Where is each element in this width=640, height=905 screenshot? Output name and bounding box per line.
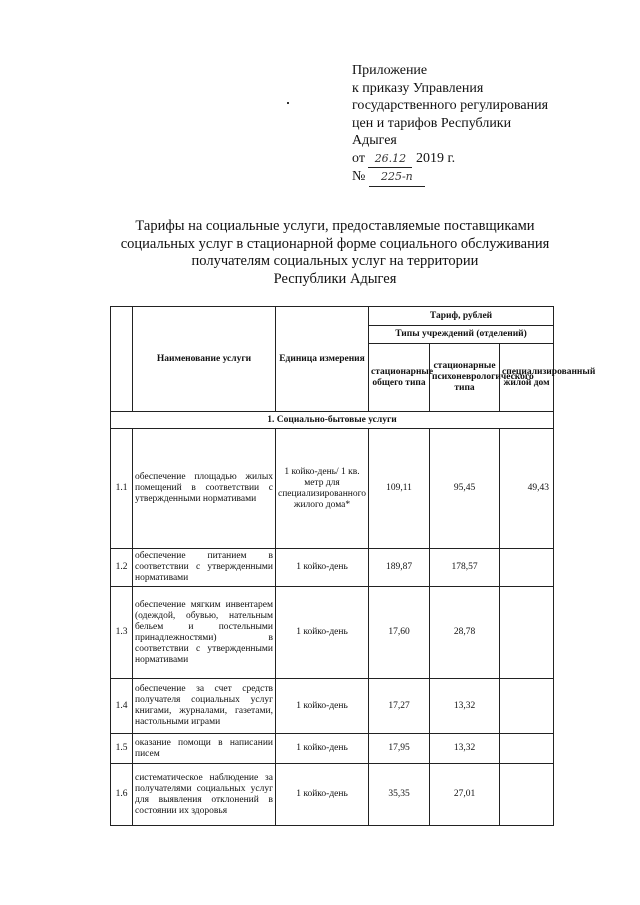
row-value-special <box>500 764 554 826</box>
title-line: социальных услуг в стационарной форме социального обслуживания <box>120 235 550 252</box>
table-row <box>111 679 554 734</box>
document-title <box>110 218 560 288</box>
appendix-line: цен и тарифов Республики <box>352 115 512 131</box>
header-special-house: специализированный жилой дом <box>500 344 554 412</box>
row-value-special <box>500 679 554 734</box>
row-value-special <box>500 549 554 587</box>
row-value-psycho: 13,32 <box>430 679 500 734</box>
row-service: оказание помощи в написании писем <box>133 734 276 764</box>
row-service: обеспечение питанием в соответствии с утвержденными нормативами <box>133 549 276 587</box>
table-row <box>111 429 554 549</box>
row-service: систематическое наблюдение за получателями социальных услуг для выявления отклонений в состоянии их здоровья <box>133 764 276 826</box>
header-general-type: стационарные общего типа <box>369 344 430 412</box>
appendix-block <box>352 62 548 187</box>
row-value-general: 17,95 <box>369 734 430 764</box>
row-value-psycho: 13,32 <box>430 734 500 764</box>
row-number: 1.6 <box>111 764 133 826</box>
header-psycho-type: стационарные психоневрологического типа <box>430 344 500 412</box>
handwritten-number: 225-п <box>369 168 425 187</box>
header-unit: Единица измерения <box>276 307 369 412</box>
tariffs-table <box>110 306 596 826</box>
row-value-psycho: 28,78 <box>430 587 500 679</box>
row-unit: 1 койко-день <box>276 764 369 826</box>
table-row <box>111 587 554 679</box>
row-number: 1.5 <box>111 734 133 764</box>
row-service: обеспечение за счет средств получателя социальных услуг книгами, журналами, газетами, настольными играми <box>133 679 276 734</box>
appendix-number <box>352 168 548 187</box>
stray-dot <box>287 102 289 104</box>
header-service: Наименование услуги <box>133 307 276 412</box>
row-value-general: 17,27 <box>369 679 430 734</box>
date-suffix: 2019 г. <box>415 150 456 166</box>
appendix-line: Приложение <box>352 63 428 78</box>
appendix-line: к приказу Управления <box>352 80 484 96</box>
title-line: получателям социальных услуг на территории <box>191 253 479 269</box>
handwritten-date: 26.12 <box>368 150 412 169</box>
row-value-psycho: 27,01 <box>430 764 500 826</box>
table-row <box>111 734 554 764</box>
row-unit: 1 койко-день <box>276 549 369 587</box>
row-value-psycho: 178,57 <box>430 549 500 587</box>
title-line: Тарифы на социальные услуги, предоставляемые поставщиками <box>135 218 535 234</box>
number-prefix: № <box>352 169 366 184</box>
row-unit: 1 койко-день <box>276 679 369 734</box>
row-value-general: 35,35 <box>369 764 430 826</box>
row-number: 1.2 <box>111 549 133 587</box>
row-unit: 1 койко-день <box>276 734 369 764</box>
date-prefix: от <box>352 150 365 166</box>
row-number: 1.1 <box>111 429 133 549</box>
row-value-general: 109,11 <box>369 429 430 549</box>
appendix-line: государственного регулирования <box>352 98 549 113</box>
appendix-line: Адыгея <box>352 133 397 148</box>
row-value-psycho: 95,45 <box>430 429 500 549</box>
row-value-general: 189,87 <box>369 549 430 587</box>
row-value-special <box>500 587 554 679</box>
title-line: Республики Адыгея <box>273 270 397 287</box>
table-row <box>111 764 554 826</box>
row-service: обеспечение мягким инвентарем (одеждой, обувью, нательным бельем и постельными принадлежностями) в соответствии с утвержденными нормативами <box>133 587 276 679</box>
row-value-general: 17,60 <box>369 587 430 679</box>
header-types: Типы учреждений (отделений) <box>369 326 554 344</box>
appendix-date <box>352 150 548 169</box>
header-tariff: Тариф, рублей <box>369 307 554 326</box>
header-number <box>111 307 133 412</box>
row-value-special: 49,43 <box>500 429 554 549</box>
row-unit: 1 койко-день/ 1 кв. метр для специализированного жилого дома* <box>276 429 369 549</box>
row-number: 1.3 <box>111 587 133 679</box>
section-header: 1. Социально-бытовые услуги <box>111 412 554 429</box>
row-unit: 1 койко-день <box>276 587 369 679</box>
row-value-special <box>500 734 554 764</box>
table-row <box>111 549 554 587</box>
row-service: обеспечение площадью жилых помещений в соответствии с утвержденными нормативами <box>133 429 276 549</box>
row-number: 1.4 <box>111 679 133 734</box>
